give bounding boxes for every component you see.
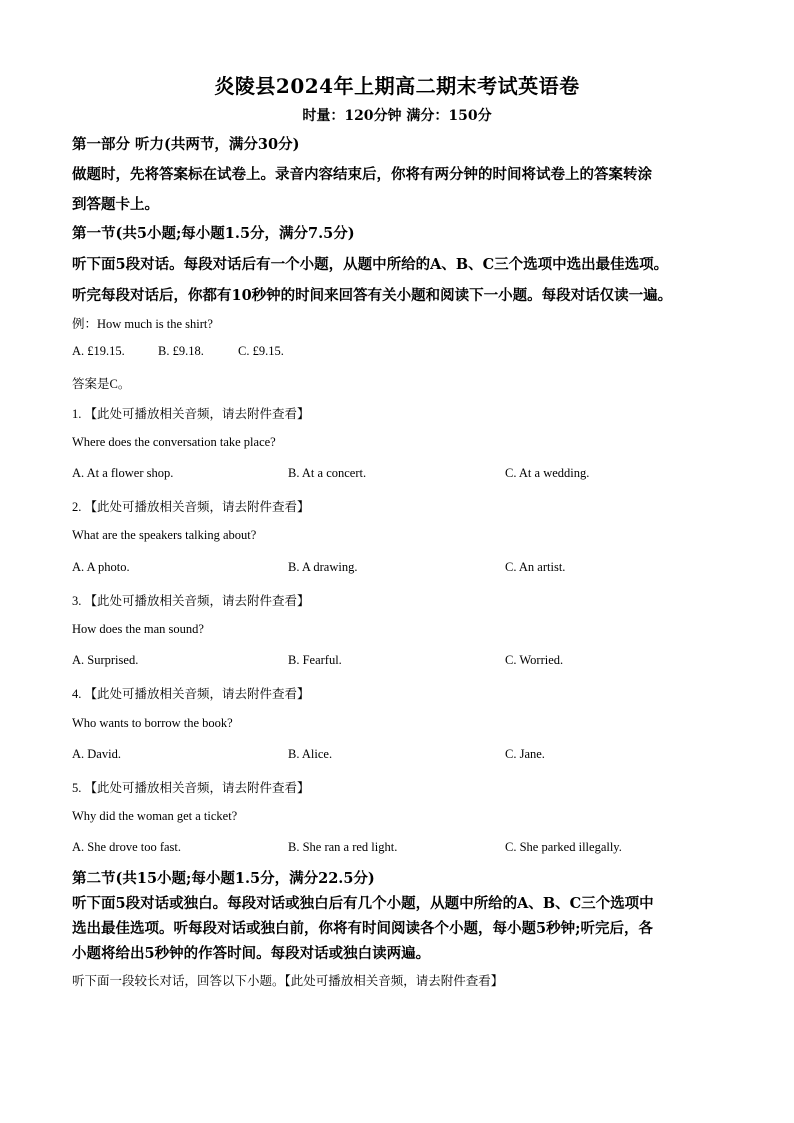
section1-heading: 第一节(共5小题;每小题1.5分，满分7.5分) [72, 225, 355, 242]
section2-instructions-line2: 选出最佳选项。听每段对话或独白前，你将有时间阅读各个小题，每小题5秒钟;听完后，各 [72, 920, 653, 937]
question-2-option-c: C. An artist. [505, 560, 566, 574]
section2-note-audio-link[interactable]: 听下面一段较长对话，回答以下小题。【此处可播放相关音频，请去附件查看】 [72, 974, 504, 988]
section1-instructions-line2: 听完每段对话后，你都有10秒钟的时间来回答有关小题和阅读下一小题。每段对话仅读一遍。 [72, 287, 673, 304]
question-4-option-a: A. David. [72, 747, 121, 761]
example-option-c: C. £9.15. [238, 344, 284, 358]
question-4-audio-link[interactable]: 4. 【此处可播放相关音频，请去附件查看】 [72, 687, 310, 701]
example-question: 例：How much is the shirt? [72, 317, 213, 331]
question-3-option-b: B. Fearful. [288, 653, 342, 667]
question-4-option-b: B. Alice. [288, 747, 333, 761]
section1-instructions-line1: 听下面5段对话。每段对话后有一个小题，从题中所给的A、B、C三个选项中选出最佳选项。 [72, 256, 669, 273]
question-1-option-c: C. At a wedding. [505, 466, 590, 480]
question-2-option-b: B. A drawing. [288, 560, 358, 574]
question-5-text: Why did the woman get a ticket? [72, 809, 238, 823]
question-3-text: How does the man sound? [72, 622, 204, 636]
question-5-option-c: C. She parked illegally. [505, 840, 622, 854]
section2-instructions-line3: 小题将给出5秒钟的作答时间。每段对话或独白读两遍。 [72, 945, 431, 962]
question-5-option-a: A. She drove too fast. [72, 840, 182, 854]
section2-instructions-line1: 听下面5段对话或独白。每段对话或独白后有几个小题，从题中所给的A、B、C三个选项中 [72, 895, 654, 912]
question-1-audio-link[interactable]: 1. 【此处可播放相关音频，请去附件查看】 [72, 407, 310, 421]
question-4-option-c: C. Jane. [505, 747, 545, 761]
example-option-a: A. £19.15. [72, 344, 125, 358]
page-title: 炎陵县2024年上期高二期末考试英语卷 [214, 74, 580, 98]
question-2-option-a: A. A photo. [72, 560, 130, 574]
exam-time-score: 时量：120分钟 满分：150分 [302, 108, 492, 124]
question-2-text: What are the speakers talking about? [72, 528, 257, 542]
question-5-option-b: B. She ran a red light. [288, 840, 398, 854]
question-5-audio-link[interactable]: 5. 【此处可播放相关音频，请去附件查看】 [72, 781, 310, 795]
question-2-audio-link[interactable]: 2. 【此处可播放相关音频，请去附件查看】 [72, 500, 310, 514]
example-option-b: B. £9.18. [158, 344, 204, 358]
question-1-option-b: B. At a concert. [288, 466, 367, 480]
question-3-option-a: A. Surprised. [72, 653, 139, 667]
question-3-option-c: C. Worried. [505, 653, 564, 667]
question-1-option-a: A. At a flower shop. [72, 466, 174, 480]
example-answer: 答案是C。 [72, 377, 131, 391]
section2-heading: 第二节(共15小题;每小题1.5分，满分22.5分) [72, 870, 375, 887]
question-4-text: Who wants to borrow the book? [72, 716, 233, 730]
part1-heading: 第一部分 听力(共两节，满分30分) [72, 136, 300, 153]
part1-instructions-line1: 做题时，先将答案标在试卷上。录音内容结束后，你将有两分钟的时间将试卷上的答案转涂 [72, 166, 652, 183]
question-3-audio-link[interactable]: 3. 【此处可播放相关音频，请去附件查看】 [72, 594, 310, 608]
question-1-text: Where does the conversation take place? [72, 435, 276, 449]
part1-instructions-line2: 到答题卡上。 [72, 196, 159, 213]
